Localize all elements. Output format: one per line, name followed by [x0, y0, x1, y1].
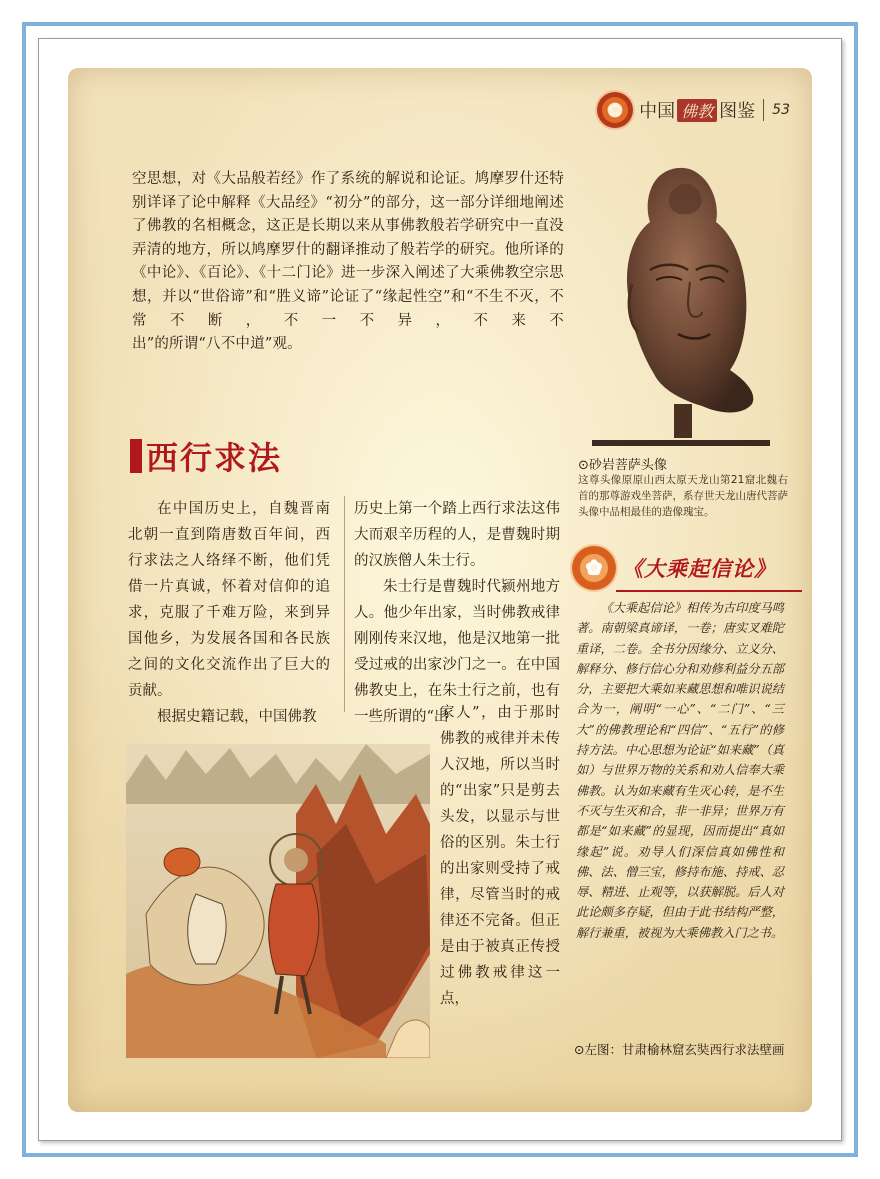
mural-caption-prefix: ⊙左图： — [574, 1042, 622, 1057]
statue-caption-title: ⊙砂岩菩萨头像 — [578, 458, 667, 473]
sidebar-title: 《大乘起信论》 — [622, 556, 776, 581]
page-header — [597, 90, 790, 130]
book-title-part-3: 图鉴 — [719, 101, 756, 122]
sidebar-body — [576, 598, 784, 943]
column-2-paragraph-2: 朱士行是曹魏时代颍州地方人。他少年出家，当时佛教戒律刚刚传来汉地，他是汉地第一批受过戒的出家沙门之一。在中国佛教史上，在朱士行之前，也有一些所谓的“出 — [354, 579, 560, 725]
column-3 — [440, 700, 560, 1012]
top-paragraph-body: 空思想，对《大品般若经》作了系统的解说和论证。鸠摩罗什还特别详译了论中解释《大品经》“初分”的部分，这一部分详细地阐述了佛教的名相概念，这正是长期以来从事佛教般若学研究中一直没弄清的地方，所以鸠摩罗什的翻译推动了般若学的研究。他所译的《中论》、《百论》、《十二门论》进一步深入阐述了大乘佛教空宗思想，并以“世俗谛”和“胜义谛”论证了“缘起性空”和“不生不灭，不常不断，不一不异，不来不 — [132, 171, 564, 329]
sidebar-heading — [572, 546, 776, 590]
column-1-paragraph-2: 根据史籍记载，中国佛教 — [157, 709, 317, 725]
bodhisattva-head-image — [592, 164, 770, 442]
section-heading — [130, 433, 282, 479]
book-title-part-2: 佛教 — [677, 99, 717, 122]
statue-caption-body: 这尊头像原原山西太原天龙山第21窟北魏右首的那尊游戏坐菩萨，系存世天龙山唐代菩萨头像中品相最佳的造像瑰宝。 — [578, 474, 788, 518]
header-divider — [763, 99, 764, 121]
book-title — [639, 97, 755, 123]
column-2-paragraph-1: 历史上第一个踏上西行求法这伟大而艰辛历程的人，是曹魏时期的汉族僧人朱士行。 — [354, 501, 560, 569]
section-title: 西行求法 — [146, 439, 283, 477]
top-paragraph-last-line: 出”的所谓“八不中道”观。 — [132, 336, 302, 353]
sidebar-paragraph: 《大乘起信论》相传为古印度马鸣著。南朝梁真谛译，一卷；唐实叉难陀重译，二卷。全书分因缘分、立义分、解释分、修行信心分和劝修利益分五部分，主要把大乘如来藏思想和唯识说结合为一，阐明“一心”、“二门”、“三大”的佛教理论和“四信”、“五行”的修持方法。中心思想为论证“如来藏”（真如）与世界万物的关系和劝人信奉大乘佛教。认为如来藏有生灭心转，是不生不灭与生灭和合，非一非异；世界万有都是“如来藏”的显现，因而提出“真如缘起”说。劝导人们深信真如佛性和佛、法、僧三宝，修持布施、持戒、忍辱、精进、止观等，以获解脱。后人对此论颇多存疑，但由于此书结构严整，解行兼重，被视为大乘佛教入门之书。 — [576, 601, 784, 940]
book-title-part-1: 中国 — [639, 101, 676, 122]
book-page — [68, 68, 812, 1112]
lotus-icon: ✿ — [597, 92, 633, 128]
column-1-paragraph-1: 在中国历史上，自魏晋南北朝一直到隋唐数百年间，西行求法之人络绎不断，他们凭借一片真诚，怀着对信仰的追求，克服了千难万险，来到异国他乡，为发展各国和各民族之间的文化交流作出了巨大的贡献。 — [128, 501, 330, 699]
page-number: 53 — [772, 102, 790, 118]
sidebar-title-underline — [616, 590, 802, 592]
column-divider — [344, 496, 345, 712]
statue-base-line — [592, 440, 770, 446]
lotus-icon: ✿ — [572, 546, 616, 590]
section-heading-bar — [130, 439, 142, 473]
mural-caption-text: 甘肃榆林窟玄奘西行求法壁画 — [621, 1042, 785, 1057]
column-2 — [354, 496, 560, 730]
column-1 — [128, 496, 330, 730]
mural-caption — [574, 1040, 785, 1058]
top-paragraph — [132, 168, 564, 357]
column-3-paragraph: 家人”，由于那时佛教的戒律并未传人汉地，所以当时的“出家”只是剪去头发，以显示与世俗的区别。朱士行的出家则受持了戒律，尽管当时的戒律还不完备。但正是由于被真正传授过佛教戒律这一点， — [440, 705, 560, 1007]
xuanzang-mural-image — [126, 744, 430, 1058]
